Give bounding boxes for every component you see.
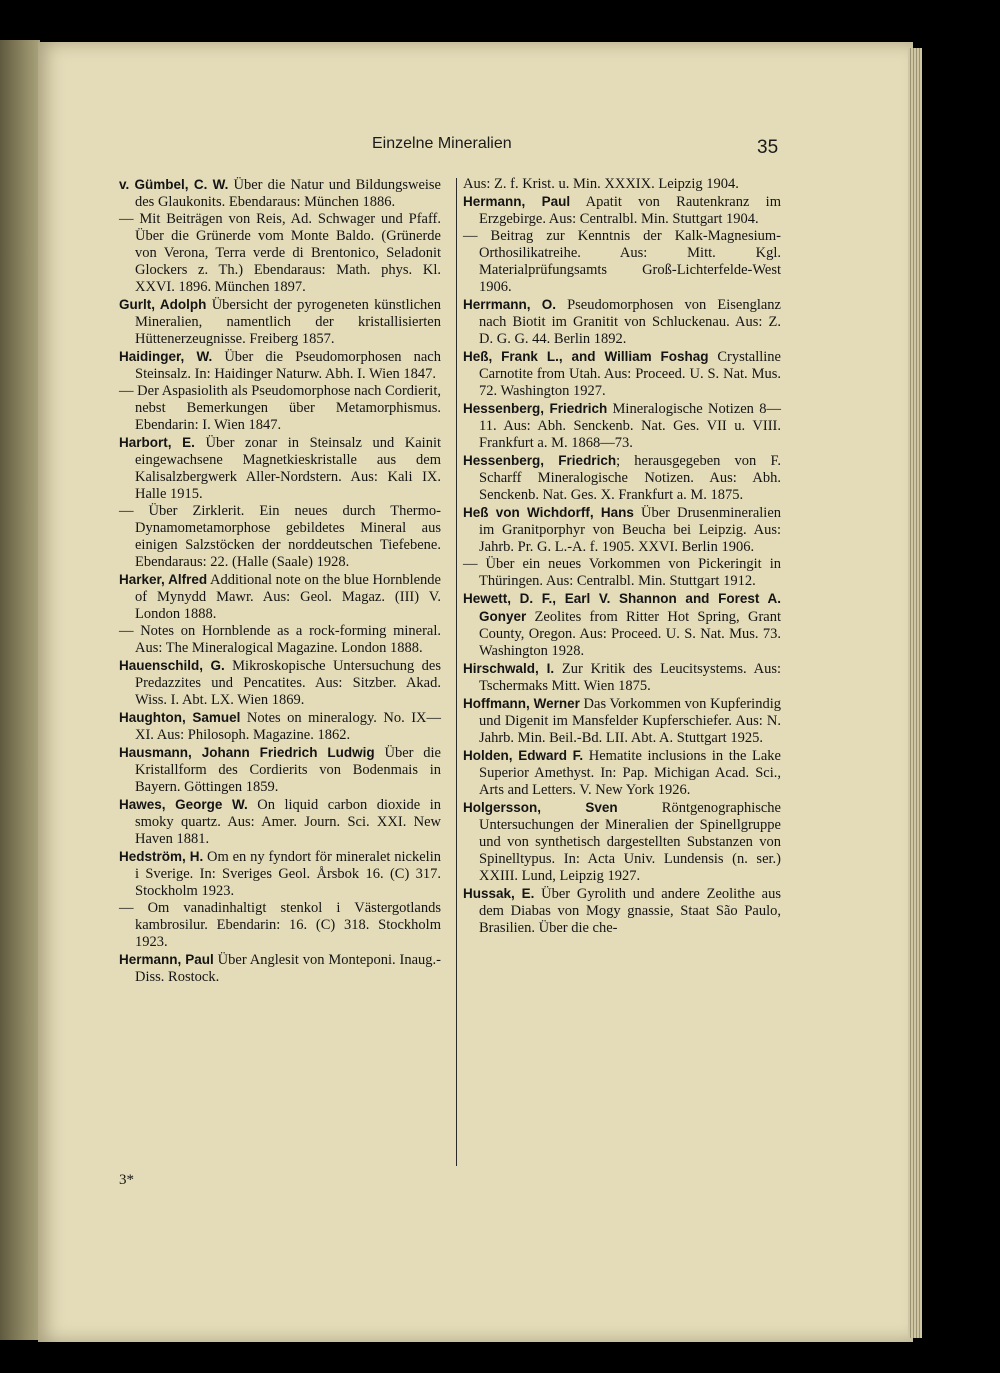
entry-author: Hirschwald, I. [463, 661, 555, 676]
entry-text: Mikroskopische Untersuchung des Predazzites und Pencatites. Aus: Sitzber. Akad. Wiss. I. Abt. LX. Wien 1869. [135, 658, 442, 708]
entry-text: Pseudomorphosen von Eisenglanz nach Biotit im Granitit von Schluckenau. Aus: Z. D. G. G. 44. Berlin 1892. [479, 297, 781, 347]
entry-text: Notes on mineralogy. No. IX—XI. Aus: Philosoph. Magazine. 1862. [135, 710, 441, 743]
bibliography-entry [463, 590, 781, 660]
bibliography-entry [463, 660, 781, 695]
entry-text: On liquid carbon dioxide in smoky quartz. Aus: Amer. Journ. Sci. XXI. New Haven 1881. [135, 797, 441, 847]
entry-text: Über Gyrolith und andere Zeolithe aus dem Diabas von Mogy gnassie, Staat São Paulo, Brasilien. Über die che- [479, 886, 781, 936]
entry-text: Apatit von Rautenkranz im Erzgebirge. Aus: Centralbl. Min. Stuttgart 1904. [479, 194, 781, 227]
entry-text: Zur Kritik des Leucitsystems. Aus: Tschermaks Mitt. Wien 1875. [479, 661, 781, 694]
bibliography-entry [119, 848, 441, 900]
entry-author: Hawes, George W. [119, 797, 248, 812]
bibliography-entry [463, 452, 781, 504]
entry-author: Gurlt, Adolph [119, 297, 207, 312]
bibliography-entry [119, 211, 441, 296]
left-column [119, 176, 441, 986]
running-head: Einzelne Mineralien [372, 135, 512, 152]
entry-text: Über Drusenmineralien im Granitporphyr von Beucha bei Leipzig. Aus: Jahrb. Pr. G. L.-A. f. 1905. XXVI. Berlin 1906. [479, 505, 781, 555]
entry-author: Hussak, E. [463, 886, 535, 901]
entry-author: Holgersson, Sven [463, 800, 618, 815]
entry-author: Hessenberg, Friedrich [463, 401, 608, 416]
entry-author: Herrmann, O. [463, 297, 556, 312]
bibliography-entry [119, 571, 441, 623]
entry-text: — Beitrag zur Kenntnis der Kalk-Magnesium-Orthosilikatreihe. Aus: Mitt. Kgl. Materialprüfungsamts Groß-Lichterfelde-West 1906. [463, 228, 781, 295]
bibliography-entry [463, 504, 781, 556]
entry-author: Harbort, E. [119, 435, 195, 450]
entry-author: Heß, Frank L., and William Foshag [463, 349, 709, 364]
bibliography-entry [463, 296, 781, 348]
left-page-edge [0, 40, 40, 1340]
bibliography-entry [463, 885, 781, 937]
entry-text: Om en ny fyndort för mineralet nickelin i Sverige. In: Sveriges Geol. Årsbok 16. (C) 317. Stockholm 1923. [135, 849, 441, 899]
entry-text: Über zonar in Steinsalz und Kainit eingewachsene Magnetkieskristalle aus dem Kalisalzbergwerk Aller-Nordstern. Aus: Kali IX. Halle 1915. [135, 435, 441, 502]
entry-text: Additional note on the blue Hornblende of Mynydd Mawr. Aus: Geol. Magaz. (III) V. London 1888. [135, 572, 441, 622]
column-divider [456, 178, 457, 1166]
entry-author: v. Gümbel, C. W. [119, 177, 229, 192]
bibliography-entry [119, 348, 441, 383]
entry-text: Über die Pseudomorphosen nach Steinsalz. In: Haidinger Naturw. Abh. I. Wien 1847. [135, 349, 441, 382]
right-column [463, 176, 781, 937]
page-edges [908, 48, 922, 1338]
entry-text: ; herausgegeben von F. Scharff Mineralogische Notizen. Aus: Abh. Senckenb. Nat. Ges. X. Frankfurt a. M. 1875. [479, 453, 781, 503]
bibliography-entry [119, 503, 441, 571]
bibliography-entry [119, 796, 441, 848]
entry-text: Über die Natur und Bildungsweise des Glaukonits. Ebendaraus: München 1886. [135, 177, 441, 210]
entry-author: Hermann, Paul [463, 194, 571, 209]
entry-author: Hessenberg, Friedrich [463, 453, 617, 468]
entry-author: Haughton, Samuel [119, 710, 241, 725]
entry-author: Hauenschild, G. [119, 658, 225, 673]
entry-author: Hewett, D. F., Earl V. Shannon and Forest A. Gonyer [463, 591, 781, 624]
bibliography-entry [119, 176, 441, 211]
bibliography-entry [463, 400, 781, 452]
bibliography-entry [119, 623, 441, 657]
entry-text: Über die Kristallform des Cordierits von Bodenmais in Bayern. Göttingen 1859. [135, 745, 441, 795]
entry-author: Hermann, Paul [119, 952, 214, 967]
entry-author: Hausmann, Johann Friedrich Ludwig [119, 745, 375, 760]
entry-text: Crystalline Carnotite from Utah. Aus: Proceed. U. S. Nat. Mus. 72. Washington 1927. [479, 349, 781, 399]
entry-author: Hoffmann, Werner [463, 696, 580, 711]
entry-text: — Über ein neues Vorkommen von Pickeringit in Thüringen. Aus: Centralbl. Min. Stuttgart 1912. [463, 556, 781, 589]
entry-author: Haidinger, W. [119, 349, 213, 364]
bibliography-entry [463, 348, 781, 400]
entry-author: Heß von Wichdorff, Hans [463, 505, 634, 520]
entry-author: Holden, Edward F. [463, 748, 584, 763]
bibliography-entry [119, 709, 441, 744]
entry-text: — Notes on Hornblende as a rock-forming mineral. Aus: The Mineralogical Magazine. London 1888. [119, 623, 441, 656]
entry-text: — Der Aspasiolith als Pseudomorphose nach Cordierit, nebst Bemerkungen über Metamorphismus. Ebendarin: I. Wien 1847. [119, 383, 441, 433]
entry-author: Hedström, H. [119, 849, 204, 864]
bibliography-entry [119, 900, 441, 951]
bibliography-entry [463, 695, 781, 747]
bibliography-entry [463, 556, 781, 590]
page-number: 35 [757, 137, 779, 158]
entry-text: — Über Zirklerit. Ein neues durch Thermo-Dynamometamorphose gebildetes Mineral aus einigen Salzstöcken der norddeutschen Tiefebene. Ebendaraus: 22. (Halle (Saale) 1928. [119, 503, 441, 570]
bibliography-entry [119, 744, 441, 796]
bibliography-entry [463, 799, 781, 885]
bibliography-entry [119, 657, 441, 709]
bibliography-entry [463, 193, 781, 228]
entry-text: — Om vanadinhaltigt stenkol i Västergotlands kambrosilur. Ebendarin: 16. (C) 318. Stockholm 1923. [119, 900, 441, 950]
bibliography-entry [463, 176, 781, 193]
entry-text: Zeolites from Ritter Hot Spring, Grant County, Oregon. Aus: Proceed. U. S. Nat. Mus. 73. Washington 1928. [479, 609, 781, 659]
entry-author: Harker, Alfred [119, 572, 208, 587]
bibliography-entry [119, 296, 441, 348]
entry-text: Aus: Z. f. Krist. u. Min. XXXIX. Leipzig 1904. [463, 176, 739, 192]
entry-text: Röntgenographische Untersuchungen der Mineralien der Spinellgruppe und von synthetisch dargestellten Substanzen von Spinelltypus. In: Acta Univ. Lundensis (n. ser.) XXIII. Lund, Leipzig 1927. [479, 800, 781, 884]
entry-text: Das Vorkommen von Kupferindig und Digenit im Mansfelder Kupferschiefer. Aus: N. Jahrb. Min. Beil.-Bd. LII. Abt. A. Stuttgart 1925. [479, 696, 781, 746]
entry-text: — Mit Beiträgen von Reis, Ad. Schwager und Pfaff. Über die Grünerde vom Monte Baldo. (Grünerde von Verona, Terra verde di Brentonico, Seladonit Glockers z. Th.) Ebendaraus: Math. phys. Kl. XXVI. 1896. München 1897. [119, 211, 441, 295]
signature-mark: 3* [119, 1172, 134, 1188]
bibliography-entry [119, 434, 441, 503]
bibliography-entry [119, 951, 441, 986]
entry-text: Mineralogische Notizen 8—11. Aus: Abh. Senckenb. Nat. Ges. VII u. VIII. Frankfurt a. M. 1868—73. [479, 401, 781, 451]
entry-text: Über Anglesit von Monteponi. Inaug.-Diss. Rostock. [135, 952, 441, 985]
bibliography-entry [463, 228, 781, 296]
bibliography-entry [463, 747, 781, 799]
entry-text: Übersicht der pyrogeneten künstlichen Mineralien, namentlich der kristallisierten Hüttenerzeugnisse. Freiberg 1857. [135, 297, 441, 347]
entry-text: Hematite inclusions in the Lake Superior Amethyst. In: Pap. Michigan Acad. Sci., Arts and Letters. V. New York 1926. [479, 748, 781, 798]
bibliography-entry [119, 383, 441, 434]
